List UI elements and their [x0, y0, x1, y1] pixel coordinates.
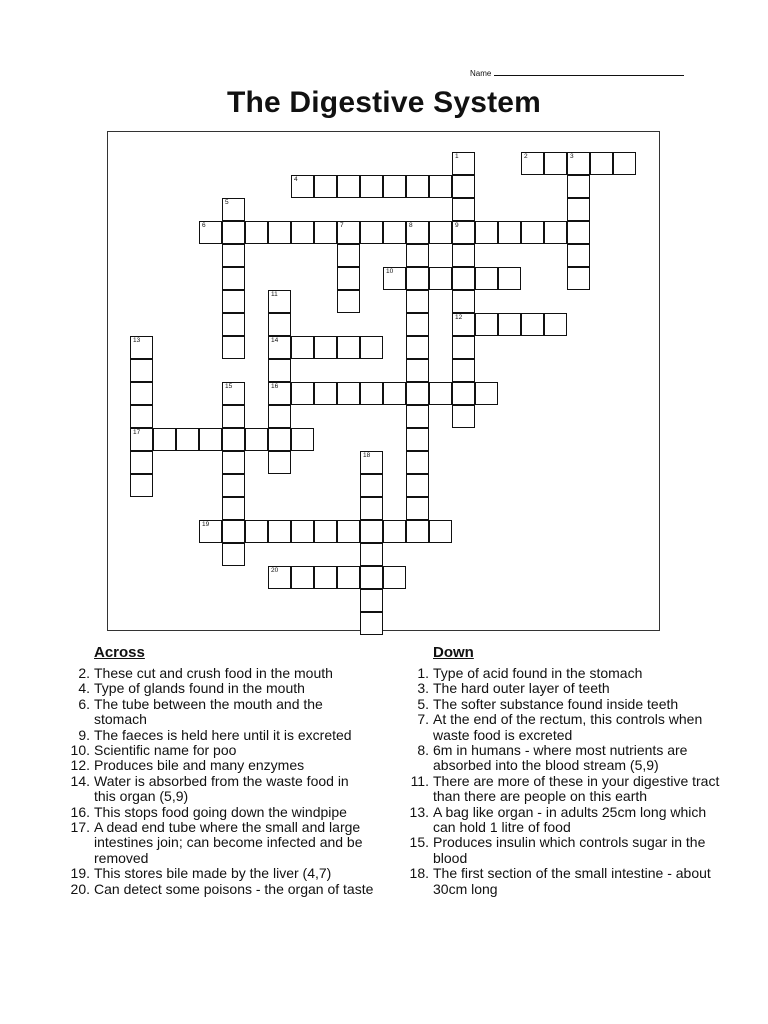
down-clue: [403, 866, 723, 897]
clue-text: There are more of these in your digestive tract than there are people on this earth: [433, 772, 720, 805]
crossword-cell[interactable]: [291, 520, 314, 543]
crossword-cell[interactable]: [130, 474, 153, 497]
clue-text: The tube between the mouth and the stomach: [94, 695, 323, 728]
crossword-cell[interactable]: [222, 221, 245, 244]
crossword-cell[interactable]: [429, 382, 452, 405]
across-clue: [64, 728, 374, 743]
crossword-cell[interactable]: [199, 221, 222, 244]
crossword-cell[interactable]: [291, 566, 314, 589]
crossword-cell[interactable]: [130, 428, 153, 451]
crossword-cell[interactable]: [360, 336, 383, 359]
crossword-cell[interactable]: [268, 405, 291, 428]
clue-text: Scientific name for poo: [94, 742, 237, 759]
crossword-cell[interactable]: [314, 175, 337, 198]
crossword-cell[interactable]: [452, 313, 475, 336]
down-clue: [403, 712, 723, 743]
clue-text: The hard outer layer of teeth: [433, 680, 610, 697]
clue-number: 20: [271, 567, 279, 574]
crossword-cell[interactable]: [291, 221, 314, 244]
clue-text: A bag like organ - in adults 25cm long which can hold 1 litre of food: [433, 803, 707, 836]
crossword-cell[interactable]: [544, 313, 567, 336]
crossword-cell[interactable]: [199, 428, 222, 451]
clue-number-label: 18.: [409, 865, 429, 882]
clue-number-label: 3.: [417, 680, 429, 697]
crossword-cell[interactable]: [521, 313, 544, 336]
clue-number: 3: [570, 153, 574, 160]
crossword-cell[interactable]: [222, 543, 245, 566]
down-heading: Down: [433, 644, 474, 661]
crossword-cell[interactable]: [360, 589, 383, 612]
crossword-cell[interactable]: [590, 152, 613, 175]
across-clue: [64, 697, 374, 728]
clue-number: 2: [524, 153, 528, 160]
crossword-cell[interactable]: [521, 221, 544, 244]
crossword-cell[interactable]: [544, 221, 567, 244]
crossword-cell[interactable]: [360, 566, 383, 589]
down-clue: [403, 697, 723, 712]
crossword-cell[interactable]: [337, 175, 360, 198]
crossword-cell[interactable]: [199, 520, 222, 543]
crossword-cell[interactable]: [222, 451, 245, 474]
crossword-cell[interactable]: [222, 244, 245, 267]
crossword-cell[interactable]: [130, 359, 153, 382]
crossword-cell[interactable]: [567, 221, 590, 244]
clue-number-label: 8.: [417, 742, 429, 759]
crossword-cell[interactable]: [268, 221, 291, 244]
crossword-cell[interactable]: [475, 313, 498, 336]
clue-number: 8: [409, 222, 413, 229]
clue-text: The first section of the small intestine - about 30cm long: [433, 865, 711, 897]
name-field[interactable]: [470, 66, 684, 78]
crossword-cell[interactable]: [130, 405, 153, 428]
crossword-cell[interactable]: [291, 382, 314, 405]
clue-number: 17: [133, 429, 141, 436]
clue-number: 9: [455, 222, 459, 229]
crossword-cell[interactable]: [222, 405, 245, 428]
crossword-cell[interactable]: [475, 221, 498, 244]
crossword-cell[interactable]: [452, 382, 475, 405]
crossword-cell[interactable]: [337, 566, 360, 589]
clue-number: 11: [271, 291, 278, 298]
clue-text: These cut and crush food in the mouth: [94, 665, 333, 681]
crossword-cell[interactable]: [130, 451, 153, 474]
clue-text: Produces bile and many enzymes: [94, 757, 305, 774]
crossword-cell[interactable]: [429, 221, 452, 244]
crossword-cell[interactable]: [291, 336, 314, 359]
clue-number: 6: [202, 222, 206, 229]
crossword-cell[interactable]: [406, 405, 429, 428]
crossword-cell[interactable]: [406, 451, 429, 474]
clue-number: 19: [202, 521, 210, 528]
crossword-cell[interactable]: [360, 497, 383, 520]
crossword-cell[interactable]: [222, 336, 245, 359]
crossword-cell[interactable]: [452, 336, 475, 359]
crossword-cell[interactable]: [222, 382, 245, 405]
crossword-cell[interactable]: [222, 198, 245, 221]
crossword-cell[interactable]: [544, 152, 567, 175]
crossword-cell[interactable]: [268, 428, 291, 451]
crossword-cell[interactable]: [383, 566, 406, 589]
down-clue-list: [403, 666, 723, 897]
crossword-cell[interactable]: [360, 221, 383, 244]
crossword-cell[interactable]: [567, 175, 590, 198]
clue-text: At the end of the rectum, this controls when waste food is excreted: [433, 711, 703, 743]
clue-number: 1: [455, 153, 459, 160]
crossword-cell[interactable]: [406, 221, 429, 244]
crossword-cell[interactable]: [268, 290, 291, 313]
crossword-cell[interactable]: [337, 290, 360, 313]
crossword-cell[interactable]: [567, 198, 590, 221]
clue-number-label: 5.: [417, 695, 429, 712]
clue-text: This stores bile made by the liver (4,7): [94, 865, 332, 882]
crossword-cell[interactable]: [245, 520, 268, 543]
clue-number-label: 14.: [70, 772, 90, 789]
clue-number-label: 4.: [78, 680, 90, 697]
clue-number-label: 6.: [78, 695, 90, 712]
crossword-cell[interactable]: [406, 497, 429, 520]
clue-number-label: 10.: [70, 742, 90, 759]
down-clue: [403, 805, 723, 836]
crossword-cell[interactable]: [337, 244, 360, 267]
across-clue: [64, 882, 374, 897]
crossword-cell[interactable]: [406, 267, 429, 290]
crossword-cell[interactable]: [452, 405, 475, 428]
clue-number: 12: [455, 314, 463, 321]
clue-number-label: 13.: [409, 803, 429, 820]
crossword-cell[interactable]: [337, 336, 360, 359]
clue-text: Type of acid found in the stomach: [433, 665, 643, 681]
crossword-cell[interactable]: [567, 244, 590, 267]
crossword-cell[interactable]: [222, 497, 245, 520]
clue-number-label: 11.: [410, 772, 429, 789]
crossword-cell[interactable]: [452, 359, 475, 382]
clue-text: 6m in humans - where most nutrients are absorbed into the blood stream (5,9): [433, 742, 688, 774]
crossword-cell[interactable]: [406, 428, 429, 451]
clue-number-label: 20.: [70, 880, 90, 897]
crossword-cell[interactable]: [383, 175, 406, 198]
crossword-cell[interactable]: [452, 244, 475, 267]
crossword-cell[interactable]: [222, 474, 245, 497]
crossword-cell[interactable]: [176, 428, 199, 451]
crossword-cell[interactable]: [222, 290, 245, 313]
crossword-cell[interactable]: [268, 566, 291, 589]
crossword-cell[interactable]: [406, 520, 429, 543]
name-underline: [494, 66, 684, 76]
crossword-cell[interactable]: [475, 382, 498, 405]
down-clue: [403, 681, 723, 696]
clue-number-label: 17.: [70, 819, 90, 836]
clue-number-label: 9.: [78, 726, 90, 743]
crossword-cell[interactable]: [268, 313, 291, 336]
crossword-cell[interactable]: [567, 152, 590, 175]
crossword-cell[interactable]: [222, 313, 245, 336]
crossword-cell[interactable]: [475, 267, 498, 290]
across-clue-list: [64, 666, 374, 897]
clue-number-label: 2.: [78, 665, 90, 681]
crossword-cell[interactable]: [383, 221, 406, 244]
crossword-cell[interactable]: [337, 382, 360, 405]
crossword-cell[interactable]: [337, 221, 360, 244]
crossword-cell[interactable]: [337, 520, 360, 543]
crossword-cell[interactable]: [452, 290, 475, 313]
crossword-cell[interactable]: [360, 382, 383, 405]
crossword-cell[interactable]: [337, 267, 360, 290]
across-clue: [64, 758, 374, 773]
crossword-cell[interactable]: [268, 359, 291, 382]
crossword-cell[interactable]: [452, 152, 475, 175]
clue-number-label: 19.: [70, 865, 90, 882]
across-clue: [64, 681, 374, 696]
crossword-cell[interactable]: [268, 520, 291, 543]
down-clue: [403, 835, 723, 866]
clue-text: This stops food going down the windpipe: [94, 803, 347, 820]
clue-number: 5: [225, 199, 229, 206]
crossword-cell[interactable]: [383, 267, 406, 290]
clue-text: Type of glands found in the mouth: [94, 680, 305, 697]
crossword-cell[interactable]: [314, 520, 337, 543]
crossword-cell[interactable]: [613, 152, 636, 175]
crossword-cell[interactable]: [360, 175, 383, 198]
crossword-cell[interactable]: [406, 244, 429, 267]
crossword-cell[interactable]: [291, 175, 314, 198]
across-clue: [64, 666, 374, 681]
clue-number: 15: [225, 383, 233, 390]
crossword-cell[interactable]: [222, 428, 245, 451]
crossword-cell[interactable]: [360, 451, 383, 474]
clue-number: 4: [294, 176, 298, 183]
crossword-cell[interactable]: [360, 520, 383, 543]
crossword-cell[interactable]: [268, 336, 291, 359]
down-clue: [403, 743, 723, 774]
crossword-cell[interactable]: [314, 336, 337, 359]
clue-number: 13: [133, 337, 141, 344]
crossword-cell[interactable]: [452, 198, 475, 221]
crossword-cell[interactable]: [360, 474, 383, 497]
crossword-cell[interactable]: [360, 612, 383, 635]
crossword-cell[interactable]: [498, 313, 521, 336]
crossword-cell[interactable]: [429, 520, 452, 543]
clue-number: 16: [271, 383, 279, 390]
crossword-cell[interactable]: [498, 221, 521, 244]
crossword-cell[interactable]: [314, 382, 337, 405]
clue-text: The softer substance found inside teeth: [433, 695, 679, 712]
crossword-cell[interactable]: [291, 428, 314, 451]
crossword-cell[interactable]: [268, 451, 291, 474]
crossword-cell[interactable]: [429, 267, 452, 290]
crossword-cell[interactable]: [452, 221, 475, 244]
page-title: The Digestive System: [226, 86, 542, 119]
down-clue: [403, 666, 723, 681]
crossword-cell[interactable]: [406, 474, 429, 497]
clue-text: A dead end tube where the small and large intestines join; can become infected and be removed: [94, 819, 363, 866]
crossword-cell[interactable]: [314, 566, 337, 589]
crossword-cell[interactable]: [429, 175, 452, 198]
clue-text: Can detect some poisons - the organ of taste: [94, 880, 374, 897]
clue-number-label: 7.: [417, 711, 429, 728]
clue-text: Water is absorbed from the waste food in this organ (5,9): [94, 772, 349, 805]
crossword-cell[interactable]: [130, 382, 153, 405]
crossword-cell[interactable]: [521, 152, 544, 175]
across-clue: [64, 743, 374, 758]
crossword-cell[interactable]: [245, 428, 268, 451]
clue-number: 10: [386, 268, 394, 275]
crossword-cell[interactable]: [406, 336, 429, 359]
crossword-cell[interactable]: [222, 267, 245, 290]
crossword-cell[interactable]: [360, 543, 383, 566]
crossword-cell[interactable]: [383, 520, 406, 543]
crossword-cell[interactable]: [314, 221, 337, 244]
crossword-cell[interactable]: [406, 175, 429, 198]
crossword-cell[interactable]: [130, 336, 153, 359]
across-clue: [64, 820, 374, 866]
crossword-cell[interactable]: [406, 359, 429, 382]
crossword-cell[interactable]: [567, 267, 590, 290]
across-clue: [64, 774, 374, 805]
clue-number-label: 15.: [409, 834, 429, 851]
across-heading: Across: [94, 644, 145, 661]
clue-number-label: 16.: [70, 803, 90, 820]
crossword-cell[interactable]: [222, 520, 245, 543]
crossword-cell[interactable]: [245, 221, 268, 244]
crossword-cell[interactable]: [383, 382, 406, 405]
clue-text: Produces insulin which controls sugar in the blood: [433, 834, 706, 866]
down-clue: [403, 774, 723, 805]
crossword-cell[interactable]: [406, 290, 429, 313]
across-clue: [64, 866, 374, 881]
crossword-cell[interactable]: [268, 382, 291, 405]
clue-number: 18: [363, 452, 371, 459]
crossword-cell[interactable]: [452, 267, 475, 290]
across-clue: [64, 805, 374, 820]
crossword-cell[interactable]: [406, 382, 429, 405]
crossword-cell[interactable]: [452, 175, 475, 198]
name-label: Name: [470, 69, 492, 78]
clue-number: 7: [340, 222, 344, 229]
clue-number-label: 1.: [417, 665, 429, 681]
clue-number: 14: [271, 337, 279, 344]
crossword-cell[interactable]: [406, 313, 429, 336]
clue-text: The faeces is held here until it is excreted: [94, 726, 352, 743]
clue-number-label: 12.: [70, 757, 90, 774]
crossword-cell[interactable]: [153, 428, 176, 451]
crossword-cell[interactable]: [498, 267, 521, 290]
